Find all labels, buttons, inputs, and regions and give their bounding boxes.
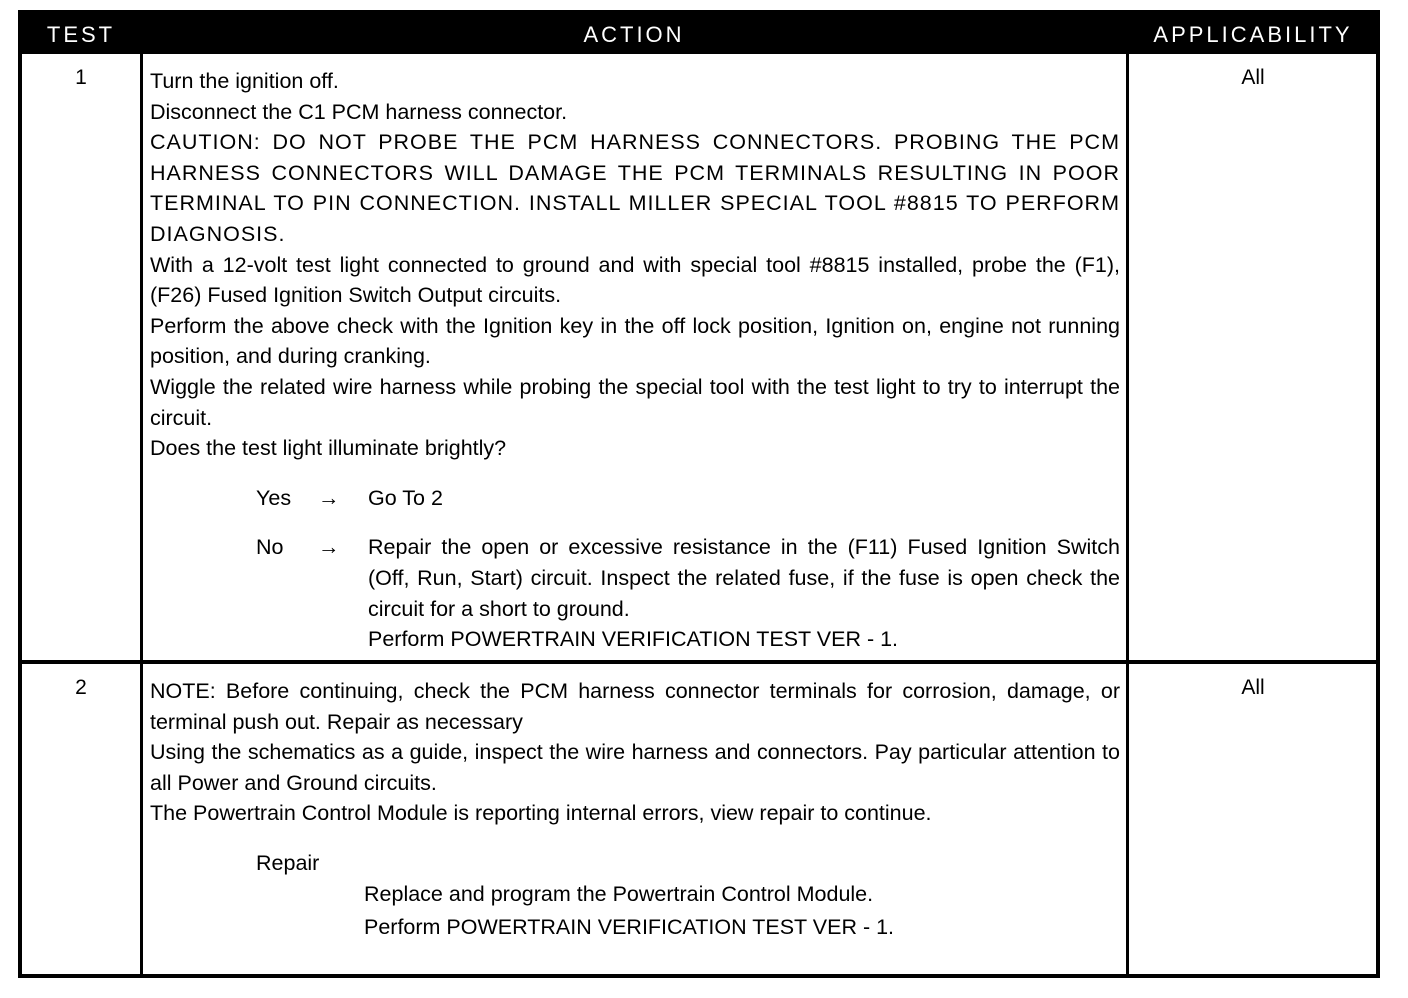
answer-yes bbox=[150, 483, 1120, 514]
repair-instruction: Replace and program the Powertrain Control Module. bbox=[364, 881, 874, 906]
action-line: Using the schematics as a guide, inspect the wire harness and connectors. Pay particular attention to all Power and Ground circuits. bbox=[150, 740, 1120, 795]
action-line: Perform the above check with the Ignition key in the off lock position, Ignition on, engine not running position, and during cranking. bbox=[150, 313, 1120, 369]
applicability-value: All bbox=[1241, 66, 1265, 89]
answer-no-text: Repair the open or excessive resistance in the (F11) Fused Ignition Switch (Off, Run, Start) circuit. Inspect the related fuse, if the fuse is open check the circuit for a short to ground. bbox=[368, 535, 1120, 621]
answer-no-verification: Perform POWERTRAIN VERIFICATION TEST VER - 1. bbox=[368, 627, 899, 652]
applicability-value: All bbox=[1241, 676, 1265, 699]
header-applicability: APPLICABILITY bbox=[1153, 22, 1353, 47]
arrow-right-icon: → bbox=[318, 485, 340, 510]
test-number: 1 bbox=[75, 66, 87, 89]
answer-no bbox=[150, 532, 1120, 654]
arrow-right-icon: → bbox=[318, 535, 340, 560]
action-line: Disconnect the C1 PCM harness connector. bbox=[150, 99, 568, 124]
repair-verification: Perform POWERTRAIN VERIFICATION TEST VER - 1. bbox=[364, 915, 895, 940]
header-action: ACTION bbox=[583, 22, 685, 47]
header-test: TEST bbox=[46, 22, 116, 47]
table-row bbox=[22, 54, 1376, 660]
answer-yes-text: Go To 2 bbox=[368, 485, 443, 510]
action-line: Turn the ignition off. bbox=[150, 69, 339, 93]
action-line: Wiggle the related wire harness while probing the special tool with the test light to try to interrupt the circuit. bbox=[150, 374, 1120, 430]
action-line: The Powertrain Control Module is reporting internal errors, view repair to continue. bbox=[150, 801, 932, 826]
answer-yes-label: Yes bbox=[256, 485, 292, 510]
question-text: Does the test light illuminate brightly? bbox=[150, 436, 507, 461]
table-header bbox=[22, 14, 1376, 54]
repair-label: Repair bbox=[256, 850, 320, 875]
caution-text: CAUTION: DO NOT PROBE THE PCM HARNESS CONNECTORS. PROBING THE PCM HARNESS CONNECTORS WILL DAMAGE THE PCM TERMINALS RESULTING IN POOR TERMINAL TO PIN CONNECTION. INSTALL MILLER SPECIAL TOOL #8815 TO PERFORM DIAGNOSIS. bbox=[150, 130, 1120, 246]
action-cell bbox=[150, 66, 1120, 655]
diagnostic-test-table bbox=[18, 10, 1380, 978]
test-number: 2 bbox=[75, 676, 87, 699]
action-line: With a 12-volt test light connected to ground and with special tool #8815 installed, probe the (F1), (F26) Fused Ignition Switch Output circuits. bbox=[150, 252, 1120, 308]
note-text: NOTE: Before continuing, check the PCM harness connector terminals for corrosion, damage, or terminal push out. Repair as necessary bbox=[150, 679, 1120, 734]
table-row bbox=[22, 664, 1376, 978]
answer-no-label: No bbox=[256, 535, 284, 560]
action-cell bbox=[150, 676, 1120, 943]
